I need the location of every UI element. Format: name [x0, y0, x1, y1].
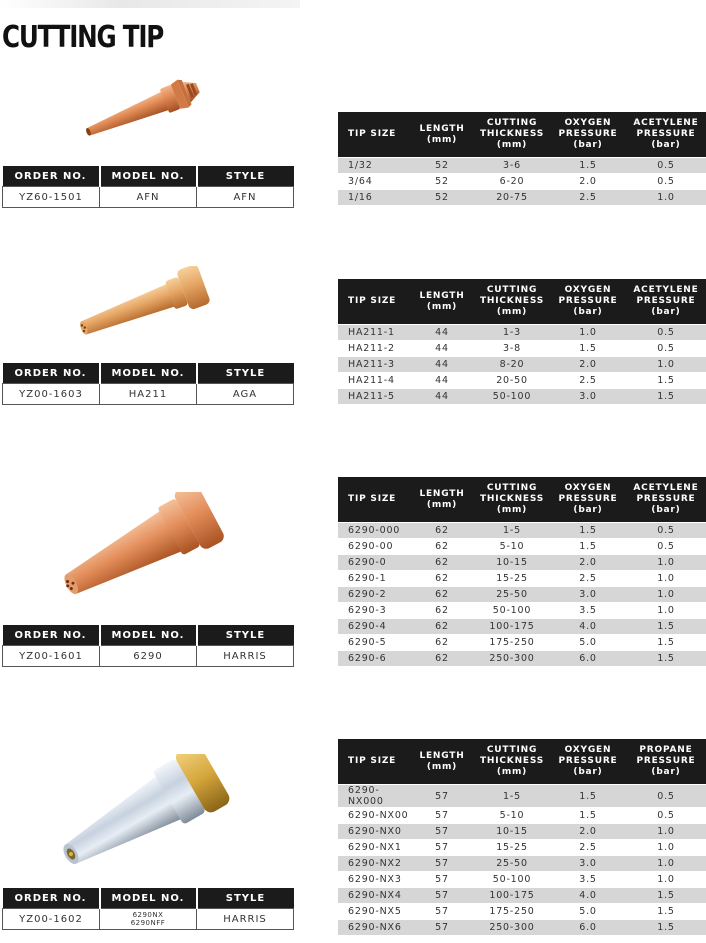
- model-no-header: MODEL NO.: [100, 888, 197, 909]
- spec-row: [338, 856, 706, 872]
- tip-size-cell: 6290-000: [338, 523, 410, 539]
- length-cell: 57: [410, 904, 474, 920]
- oxygen-pressure-cell: 5.0: [550, 904, 626, 920]
- length-cell: 57: [410, 824, 474, 840]
- copper-cutting-tip-aga-image: [74, 266, 214, 346]
- tip-size-cell: HA211-4: [338, 373, 410, 389]
- spec-table-aga: [338, 279, 706, 404]
- cutting-thickness-cell: 15-25: [474, 571, 550, 587]
- acetylene-pressure-header: ACETYLENE PRESSURE (bar): [626, 112, 706, 158]
- oxygen-pressure-header: OXYGEN PRESSURE (bar): [550, 739, 626, 785]
- spec-table-afn: [338, 112, 706, 205]
- tip-size-cell: 1/32: [338, 158, 410, 174]
- chrome-cutting-tip-harris-image: [44, 754, 240, 872]
- fuel-pressure-cell: 1.0: [626, 603, 706, 619]
- tip-size-cell: 6290-NX5: [338, 904, 410, 920]
- cutting-thickness-cell: 100-175: [474, 619, 550, 635]
- length-cell: 57: [410, 840, 474, 856]
- length-cell: 62: [410, 635, 474, 651]
- cutting-thickness-cell: 1-3: [474, 325, 550, 341]
- cutting-thickness-cell: 100-175: [474, 888, 550, 904]
- oxygen-pressure-cell: 1.5: [550, 341, 626, 357]
- cutting-thickness-cell: 3-6: [474, 158, 550, 174]
- spec-row: [338, 603, 706, 619]
- spec-row: [338, 619, 706, 635]
- oxygen-pressure-cell: 2.0: [550, 824, 626, 840]
- fuel-pressure-cell: 1.5: [626, 619, 706, 635]
- tip-size-cell: 6290-1: [338, 571, 410, 587]
- spec-row: [338, 904, 706, 920]
- oxygen-pressure-cell: 2.0: [550, 357, 626, 373]
- cutting-thickness-header: CUTTING THICKNESS (mm): [474, 477, 550, 523]
- spec-row: [338, 555, 706, 571]
- header-strip: [0, 0, 300, 8]
- fuel-pressure-cell: 1.5: [626, 389, 706, 405]
- oxygen-pressure-cell: 1.0: [550, 325, 626, 341]
- length-cell: 44: [410, 325, 474, 341]
- tip-size-cell: 6290-5: [338, 635, 410, 651]
- order-table-afn: [2, 166, 294, 208]
- oxygen-pressure-cell: 1.5: [550, 808, 626, 824]
- length-cell: 57: [410, 785, 474, 808]
- style-value: AFN: [197, 187, 294, 208]
- fuel-pressure-cell: 0.5: [626, 325, 706, 341]
- tip-size-cell: 6290-00: [338, 539, 410, 555]
- cutting-thickness-cell: 175-250: [474, 635, 550, 651]
- fuel-pressure-cell: 1.5: [626, 920, 706, 936]
- length-header: LENGTH (mm): [410, 279, 474, 325]
- spec-row: [338, 920, 706, 936]
- tip-size-cell: 6290-NX000: [338, 785, 410, 808]
- oxygen-pressure-cell: 4.0: [550, 888, 626, 904]
- cutting-thickness-header: CUTTING THICKNESS (mm): [474, 112, 550, 158]
- spec-row: [338, 389, 706, 405]
- copper-cutting-tip-afn-image: [80, 78, 210, 140]
- tip-size-cell: HA211-5: [338, 389, 410, 405]
- oxygen-pressure-cell: 3.5: [550, 603, 626, 619]
- fuel-pressure-cell: 0.5: [626, 808, 706, 824]
- spec-row: [338, 539, 706, 555]
- style-header: STYLE: [197, 363, 294, 384]
- tip-size-cell: 6290-3: [338, 603, 410, 619]
- oxygen-pressure-cell: 3.0: [550, 856, 626, 872]
- length-cell: 62: [410, 539, 474, 555]
- length-cell: 57: [410, 808, 474, 824]
- length-cell: 62: [410, 523, 474, 539]
- oxygen-pressure-cell: 1.5: [550, 785, 626, 808]
- model-no-value: 6290: [100, 646, 197, 667]
- fuel-pressure-cell: 0.5: [626, 158, 706, 174]
- order-no-value: YZ00-1602: [3, 909, 100, 930]
- length-cell: 57: [410, 872, 474, 888]
- acetylene-pressure-header: ACETYLENE PRESSURE (bar): [626, 477, 706, 523]
- spec-row: [338, 373, 706, 389]
- tip-size-cell: 6290-0: [338, 555, 410, 571]
- fuel-pressure-cell: 1.5: [626, 651, 706, 667]
- model-no-header: MODEL NO.: [100, 363, 197, 384]
- cutting-thickness-header: CUTTING THICKNESS (mm): [474, 279, 550, 325]
- spec-row: [338, 785, 706, 808]
- fuel-pressure-cell: 0.5: [626, 785, 706, 808]
- style-value: AGA: [197, 384, 294, 405]
- fuel-pressure-cell: 1.0: [626, 571, 706, 587]
- spec-row: [338, 872, 706, 888]
- length-cell: 44: [410, 341, 474, 357]
- cutting-thickness-cell: 20-75: [474, 190, 550, 206]
- oxygen-pressure-cell: 2.0: [550, 555, 626, 571]
- order-no-value: YZ60-1501: [3, 187, 100, 208]
- tip-size-cell: 6290-6: [338, 651, 410, 667]
- length-cell: 62: [410, 619, 474, 635]
- order-no-header: ORDER NO.: [3, 625, 100, 646]
- model-no-header: MODEL NO.: [100, 625, 197, 646]
- tip-size-cell: 6290-2: [338, 587, 410, 603]
- oxygen-pressure-cell: 1.5: [550, 523, 626, 539]
- oxygen-pressure-cell: 6.0: [550, 920, 626, 936]
- length-cell: 44: [410, 373, 474, 389]
- length-cell: 52: [410, 158, 474, 174]
- model-no-value: HA211: [100, 384, 197, 405]
- order-no-header: ORDER NO.: [3, 166, 100, 187]
- tip-size-cell: 6290-NX0: [338, 824, 410, 840]
- oxygen-pressure-cell: 3.0: [550, 587, 626, 603]
- cutting-thickness-cell: 5-10: [474, 808, 550, 824]
- cutting-thickness-cell: 10-15: [474, 555, 550, 571]
- length-cell: 52: [410, 174, 474, 190]
- page-title: CUTTING TIP: [2, 20, 164, 55]
- tip-size-cell: HA211-1: [338, 325, 410, 341]
- spec-row: [338, 888, 706, 904]
- model-no-value: 6290NX 6290NFF: [100, 909, 197, 930]
- cutting-thickness-cell: 10-15: [474, 824, 550, 840]
- fuel-pressure-cell: 1.5: [626, 635, 706, 651]
- tip-size-cell: 3/64: [338, 174, 410, 190]
- fuel-pressure-cell: 0.5: [626, 523, 706, 539]
- oxygen-pressure-cell: 5.0: [550, 635, 626, 651]
- oxygen-pressure-cell: 3.0: [550, 389, 626, 405]
- fuel-pressure-cell: 1.5: [626, 373, 706, 389]
- length-cell: 44: [410, 389, 474, 405]
- style-header: STYLE: [197, 625, 294, 646]
- oxygen-pressure-header: OXYGEN PRESSURE (bar): [550, 477, 626, 523]
- order-no-value: YZ00-1601: [3, 646, 100, 667]
- cutting-thickness-cell: 5-10: [474, 539, 550, 555]
- tip-size-cell: 6290-NX6: [338, 920, 410, 936]
- fuel-pressure-cell: 1.0: [626, 840, 706, 856]
- copper-cutting-tip-harris-image: [48, 492, 234, 602]
- oxygen-pressure-cell: 1.5: [550, 539, 626, 555]
- oxygen-pressure-cell: 3.5: [550, 872, 626, 888]
- length-cell: 62: [410, 651, 474, 667]
- cutting-thickness-cell: 50-100: [474, 603, 550, 619]
- acetylene-pressure-header: ACETYLENE PRESSURE (bar): [626, 279, 706, 325]
- oxygen-pressure-cell: 2.0: [550, 174, 626, 190]
- order-no-header: ORDER NO.: [3, 888, 100, 909]
- style-header: STYLE: [197, 888, 294, 909]
- spec-table-harris-nx: [338, 739, 706, 935]
- oxygen-pressure-cell: 6.0: [550, 651, 626, 667]
- oxygen-pressure-header: OXYGEN PRESSURE (bar): [550, 279, 626, 325]
- length-header: LENGTH (mm): [410, 477, 474, 523]
- cutting-thickness-cell: 25-50: [474, 587, 550, 603]
- style-header: STYLE: [197, 166, 294, 187]
- tip-size-header: TIP SIZE: [338, 279, 410, 325]
- style-value: HARRIS: [197, 646, 294, 667]
- model-no-header: MODEL NO.: [100, 166, 197, 187]
- fuel-pressure-cell: 0.5: [626, 539, 706, 555]
- length-header: LENGTH (mm): [410, 112, 474, 158]
- length-cell: 57: [410, 920, 474, 936]
- tip-size-header: TIP SIZE: [338, 477, 410, 523]
- spec-row: [338, 523, 706, 539]
- spec-row: [338, 824, 706, 840]
- order-table-harris: [2, 625, 294, 667]
- order-table-aga: [2, 363, 294, 405]
- spec-row: [338, 325, 706, 341]
- tip-size-cell: HA211-3: [338, 357, 410, 373]
- tip-size-cell: 6290-4: [338, 619, 410, 635]
- tip-size-cell: 6290-NX1: [338, 840, 410, 856]
- cutting-thickness-cell: 50-100: [474, 389, 550, 405]
- oxygen-pressure-cell: 4.0: [550, 619, 626, 635]
- oxygen-pressure-cell: 2.5: [550, 190, 626, 206]
- fuel-pressure-cell: 0.5: [626, 174, 706, 190]
- order-no-header: ORDER NO.: [3, 363, 100, 384]
- tip-size-cell: 6290-NX3: [338, 872, 410, 888]
- tip-size-header: TIP SIZE: [338, 739, 410, 785]
- spec-row: [338, 158, 706, 174]
- fuel-pressure-cell: 1.0: [626, 357, 706, 373]
- tip-size-cell: HA211-2: [338, 341, 410, 357]
- fuel-pressure-cell: 1.0: [626, 824, 706, 840]
- fuel-pressure-cell: 1.0: [626, 555, 706, 571]
- length-cell: 62: [410, 571, 474, 587]
- oxygen-pressure-cell: 2.5: [550, 373, 626, 389]
- fuel-pressure-cell: 1.0: [626, 190, 706, 206]
- cutting-thickness-cell: 25-50: [474, 856, 550, 872]
- spec-row: [338, 174, 706, 190]
- tip-size-cell: 6290-NX00: [338, 808, 410, 824]
- fuel-pressure-cell: 0.5: [626, 341, 706, 357]
- fuel-pressure-cell: 1.0: [626, 856, 706, 872]
- spec-table-harris: [338, 477, 706, 666]
- cutting-thickness-header: CUTTING THICKNESS (mm): [474, 739, 550, 785]
- spec-row: [338, 587, 706, 603]
- order-table-harris-nx: [2, 888, 294, 930]
- fuel-pressure-cell: 1.5: [626, 888, 706, 904]
- spec-row: [338, 571, 706, 587]
- spec-row: [338, 357, 706, 373]
- length-cell: 62: [410, 555, 474, 571]
- spec-row: [338, 840, 706, 856]
- cutting-thickness-cell: 6-20: [474, 174, 550, 190]
- tip-size-cell: 6290-NX4: [338, 888, 410, 904]
- length-header: LENGTH (mm): [410, 739, 474, 785]
- cutting-thickness-cell: 250-300: [474, 651, 550, 667]
- spec-row: [338, 341, 706, 357]
- cutting-thickness-cell: 1-5: [474, 523, 550, 539]
- cutting-thickness-cell: 20-50: [474, 373, 550, 389]
- cutting-thickness-cell: 1-5: [474, 785, 550, 808]
- spec-row: [338, 651, 706, 667]
- propane-pressure-header: PROPANE PRESSURE (bar): [626, 739, 706, 785]
- cutting-thickness-cell: 50-100: [474, 872, 550, 888]
- spec-row: [338, 190, 706, 206]
- oxygen-pressure-cell: 1.5: [550, 158, 626, 174]
- fuel-pressure-cell: 1.0: [626, 587, 706, 603]
- length-cell: 62: [410, 603, 474, 619]
- tip-size-cell: 1/16: [338, 190, 410, 206]
- oxygen-pressure-cell: 2.5: [550, 840, 626, 856]
- order-no-value: YZ00-1603: [3, 384, 100, 405]
- length-cell: 57: [410, 856, 474, 872]
- cutting-thickness-cell: 3-8: [474, 341, 550, 357]
- oxygen-pressure-header: OXYGEN PRESSURE (bar): [550, 112, 626, 158]
- oxygen-pressure-cell: 2.5: [550, 571, 626, 587]
- cutting-thickness-cell: 15-25: [474, 840, 550, 856]
- length-cell: 44: [410, 357, 474, 373]
- cutting-thickness-cell: 175-250: [474, 904, 550, 920]
- length-cell: 52: [410, 190, 474, 206]
- tip-size-cell: 6290-NX2: [338, 856, 410, 872]
- fuel-pressure-cell: 1.0: [626, 872, 706, 888]
- model-no-value: AFN: [100, 187, 197, 208]
- cutting-thickness-cell: 250-300: [474, 920, 550, 936]
- spec-row: [338, 635, 706, 651]
- tip-size-header: TIP SIZE: [338, 112, 410, 158]
- length-cell: 62: [410, 587, 474, 603]
- style-value: HARRIS: [197, 909, 294, 930]
- fuel-pressure-cell: 1.5: [626, 904, 706, 920]
- cutting-thickness-cell: 8-20: [474, 357, 550, 373]
- spec-row: [338, 808, 706, 824]
- length-cell: 57: [410, 888, 474, 904]
